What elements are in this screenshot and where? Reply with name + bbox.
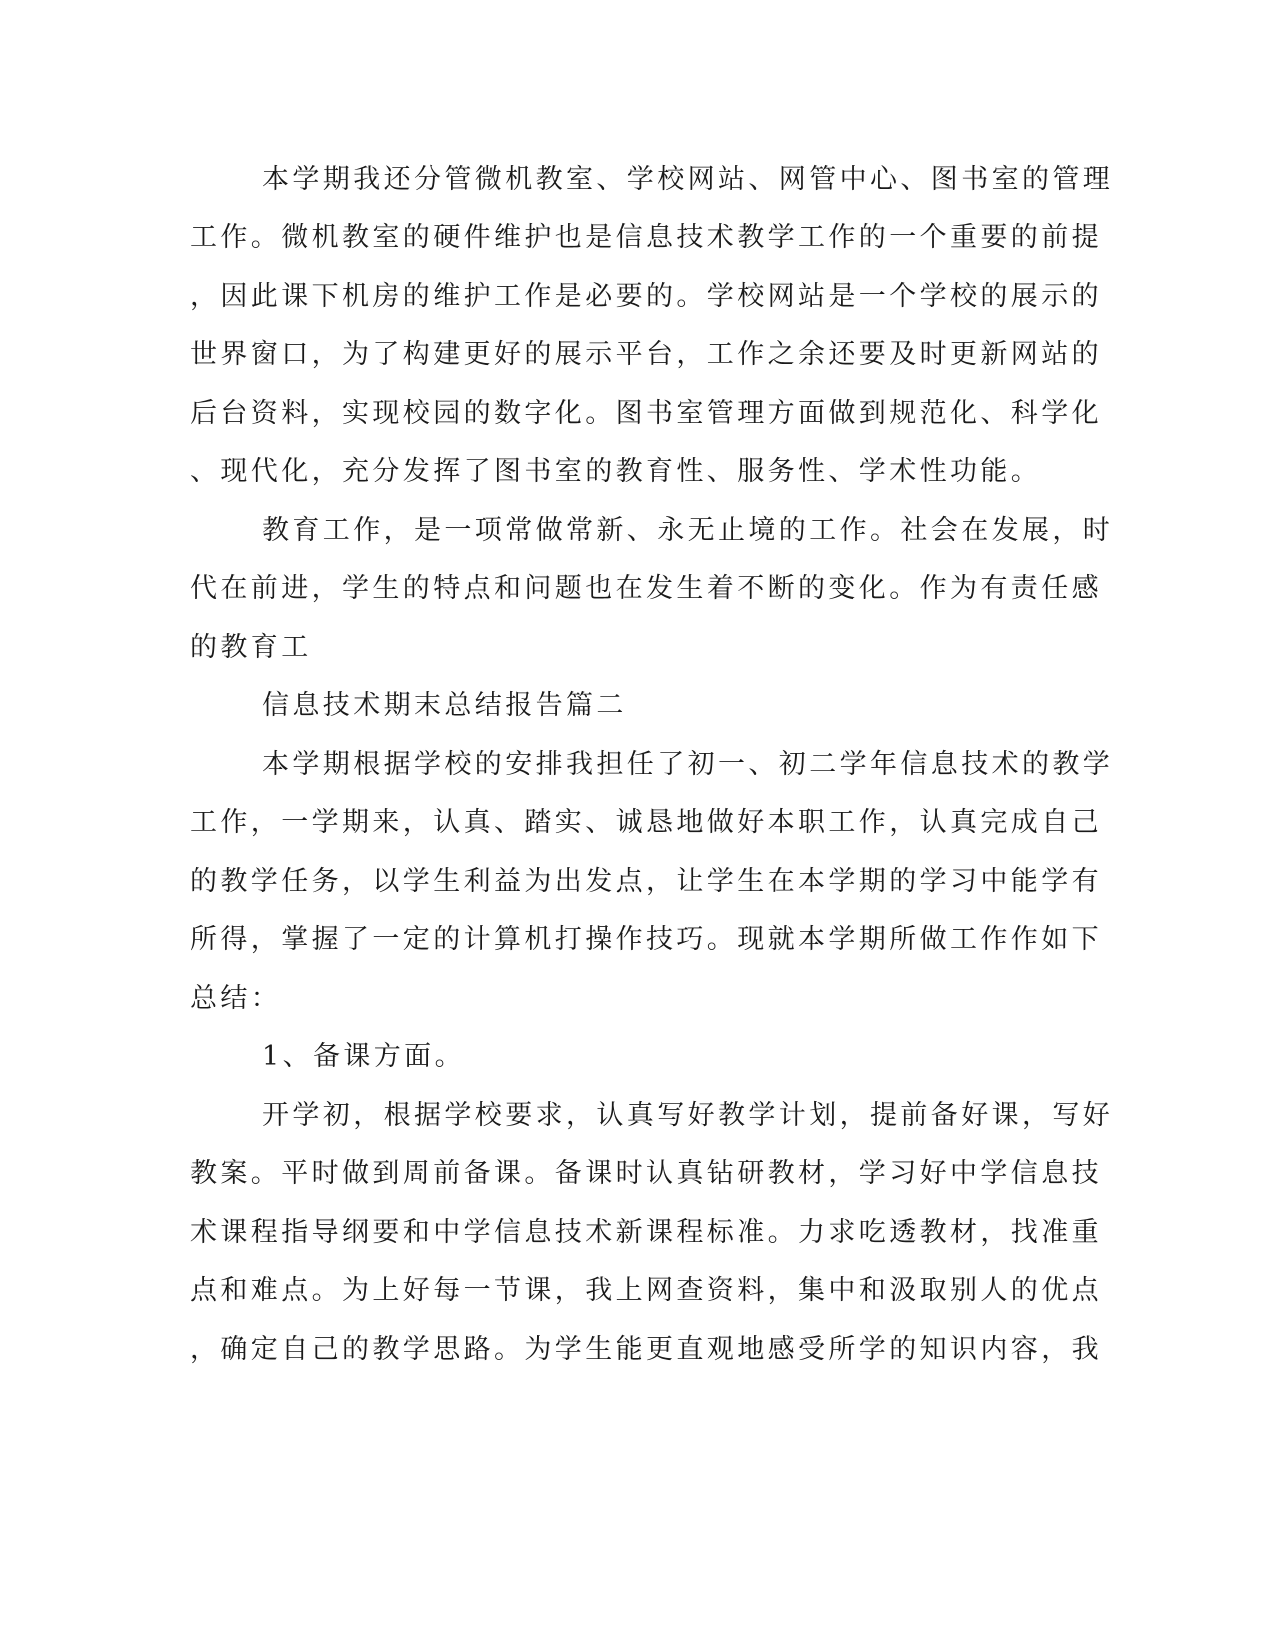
- text-line: 代在前进，学生的特点和问题也在发生着不断的变化。作为有责任感: [190, 573, 1102, 604]
- list-item-heading: 1、备课方面。: [262, 1041, 465, 1072]
- text-line: 工作，一学期来，认真、踏实、诚恳地做好本职工作，认真完成自己: [190, 807, 1102, 838]
- text-line: ，因此课下机房的维护工作是必要的。学校网站是一个学校的展示的: [190, 281, 1102, 312]
- text-line: 本学期根据学校的安排我担任了初一、初二学年信息技术的教学: [262, 749, 1114, 780]
- text-line: 本学期我还分管微机教室、学校网站、网管中心、图书室的管理: [262, 164, 1114, 195]
- text-line: 教案。平时做到周前备课。备课时认真钻研教材，学习好中学信息技: [190, 1158, 1102, 1189]
- text-line: 世界窗口，为了构建更好的展示平台，工作之余还要及时更新网站的: [190, 339, 1102, 370]
- text-line: 点和难点。为上好每一节课，我上网查资料，集中和汲取别人的优点: [190, 1275, 1102, 1306]
- text-line: 、现代化，充分发挥了图书室的教育性、服务性、学术性功能。: [190, 456, 1042, 487]
- text-line: 的教育工: [190, 632, 312, 663]
- text-line: 工作。微机教室的硬件维护也是信息技术教学工作的一个重要的前提: [190, 222, 1102, 253]
- section-heading: 信息技术期末总结报告篇二: [262, 690, 627, 721]
- text-line: 后台资料，实现校园的数字化。图书室管理方面做到规范化、科学化: [190, 398, 1102, 429]
- text-line: 术课程指导纲要和中学信息技术新课程标准。力求吃透教材，找准重: [190, 1217, 1102, 1248]
- text-line: 总结：: [190, 983, 282, 1014]
- text-line: ，确定自己的教学思路。为学生能更直观地感受所学的知识内容，我: [190, 1334, 1102, 1365]
- text-line: 教育工作，是一项常做常新、永无止境的工作。社会在发展，时: [262, 515, 1114, 546]
- text-line: 的教学任务，以学生利益为出发点，让学生在本学期的学习中能学有: [190, 866, 1102, 897]
- text-line: 开学初，根据学校要求，认真写好教学计划，提前备好课，写好: [262, 1100, 1114, 1131]
- text-line: 所得，掌握了一定的计算机打操作技巧。现就本学期所做工作作如下: [190, 924, 1102, 955]
